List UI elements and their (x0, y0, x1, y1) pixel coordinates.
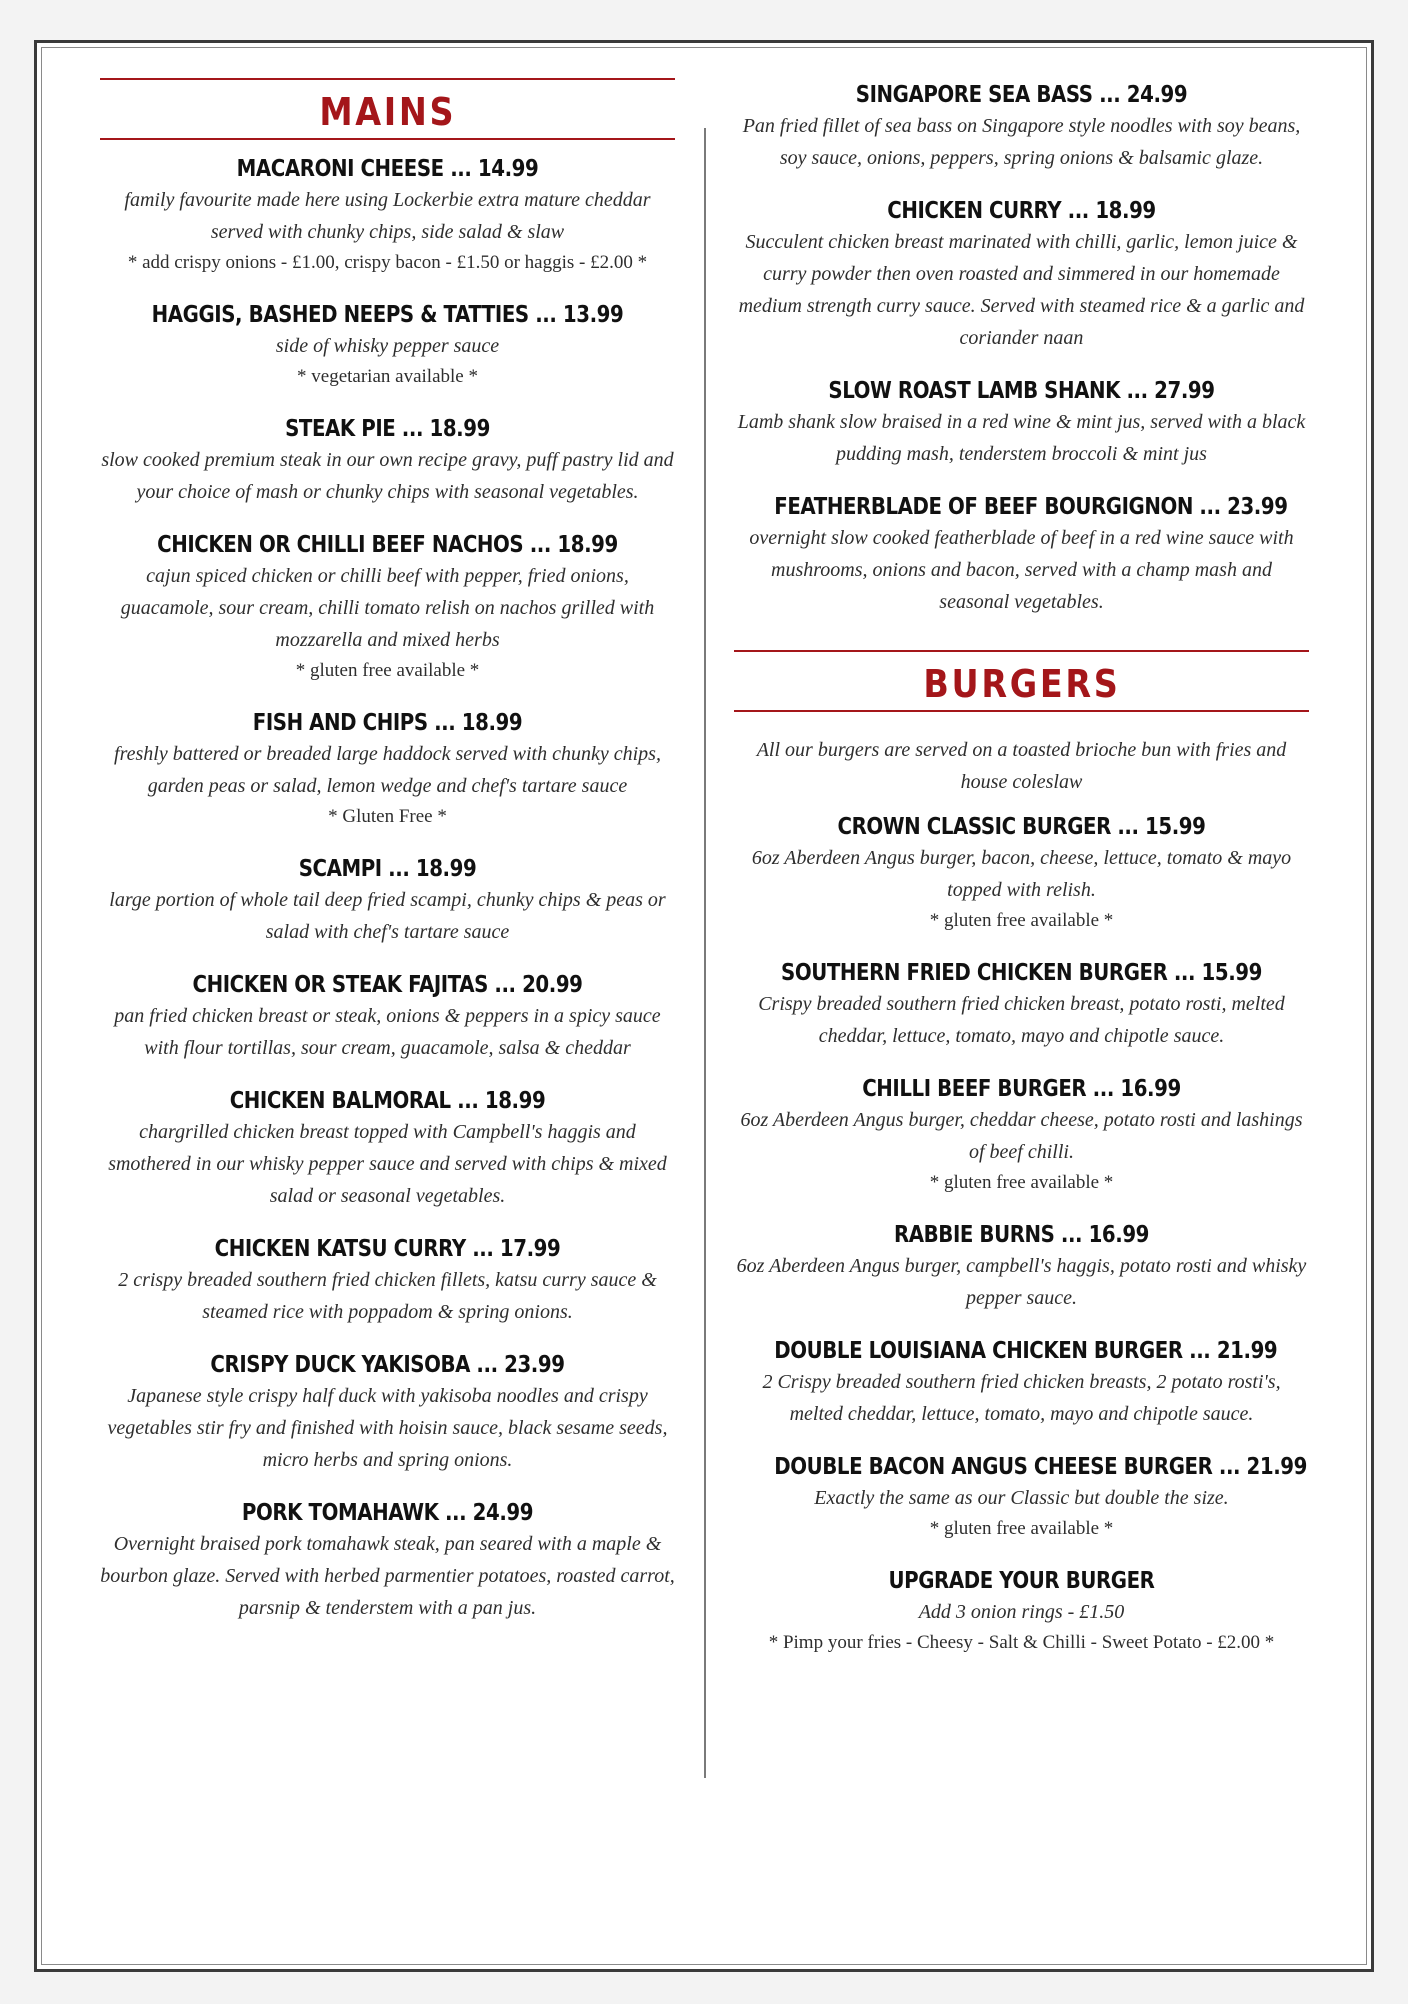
item-title: FISH AND CHIPS ... 18.99 (252, 710, 523, 736)
item-note: * vegetarian available * (297, 366, 478, 387)
menu-item (100, 530, 675, 686)
menu-item (734, 1336, 1309, 1430)
item-description: pan fried chicken breast or steak, onions & peppers in a spicy sauce with flour tortillas, sour cream, guacamole, salsa & cheddar (114, 1005, 661, 1059)
item-description: Pan fried fillet of sea bass on Singapore style noodles with soy beans, soy sauce, onions, peppers, spring onions & balsamic glaze. (742, 115, 1301, 169)
section-title-burgers: BURGERS (922, 662, 1120, 706)
item-description: side of whisky pepper sauce (275, 335, 500, 357)
item-description: chargrilled chicken breast topped with Campbell's haggis and smothered in our whisky pepper sauce and served with chips & mixed salad or seasonal vegetables. (108, 1121, 667, 1207)
column-divider (704, 128, 706, 1778)
item-description: overnight slow cooked featherblade of beef in a red wine sauce with mushrooms, onions and bacon, served with a champ mash and seasonal vegetables. (749, 527, 1294, 613)
menu-item (100, 1498, 675, 1624)
item-description: Add 3 onion rings - £1.50 (918, 1601, 1125, 1623)
menu-item (100, 854, 675, 948)
item-title: RABBIE BURNS ... 16.99 (893, 1222, 1150, 1248)
item-description: Lamb shank slow braised in a red wine & mint jus, served with a black pudding mash, tenderstem broccoli & mint jus (737, 411, 1306, 465)
item-description: 2 Crispy breaded southern fried chicken breasts, 2 potato rosti's, melted cheddar, lettuce, tomato, mayo and chipotle sauce. (762, 1371, 1281, 1425)
item-description: family favourite made here using Lockerbie extra mature cheddar served with chunky chips, side salad & slaw (124, 189, 651, 243)
menu-item (734, 1220, 1309, 1314)
menu-item (734, 196, 1309, 354)
menu-item (100, 1234, 675, 1328)
item-title: DOUBLE LOUISIANA CHICKEN BURGER ... 21.99 (774, 1338, 1278, 1364)
item-title: DOUBLE BACON ANGUS CHEESE BURGER ... 21.99 (774, 1454, 1307, 1480)
item-title: SINGAPORE SEA BASS ... 24.99 (855, 82, 1188, 108)
item-description: 6oz Aberdeen Angus burger, cheddar cheese, potato rosti and lashings of beef chilli. (740, 1109, 1303, 1163)
item-note: * gluten free available * (929, 1172, 1114, 1193)
menu-item (734, 492, 1309, 618)
menu-item (100, 300, 675, 392)
menu-item (734, 1566, 1309, 1658)
item-note: * gluten free available * (929, 1518, 1114, 1539)
item-description: slow cooked premium steak in our own recipe gravy, puff pastry lid and your choice of mash or chunky chips with seasonal vegetables. (101, 449, 674, 503)
item-title: SCAMPI ... 18.99 (298, 856, 477, 882)
item-description: Crispy breaded southern fried chicken breast, potato rosti, melted cheddar, lettuce, tomato, mayo and chipotle sauce. (758, 993, 1285, 1047)
item-note: * gluten free available * (295, 660, 480, 681)
menu-item (100, 1350, 675, 1476)
menu-item (100, 708, 675, 832)
section-title-mains: MAINS (319, 90, 456, 134)
item-title: CHICKEN OR STEAK FAJITAS ... 20.99 (192, 972, 583, 998)
item-title: SOUTHERN FRIED CHICKEN BURGER ... 15.99 (781, 960, 1262, 986)
item-note: * Pimp your fries - Cheesy - Salt & Chilli - Sweet Potato - £2.00 * (768, 1632, 1275, 1653)
menu-item (734, 812, 1309, 936)
left-column (100, 78, 675, 1624)
item-title: CHILLI BEEF BURGER ... 16.99 (862, 1076, 1181, 1102)
menu-item (100, 154, 675, 278)
menu-item (100, 1086, 675, 1212)
item-description: freshly battered or breaded large haddock served with chunky chips, garden peas or salad, lemon wedge and chef's tartare sauce (114, 743, 661, 797)
item-note: * Gluten Free * (328, 806, 447, 827)
item-title: CHICKEN BALMORAL ... 18.99 (229, 1088, 546, 1114)
item-description: Succulent chicken breast marinated with chilli, garlic, lemon juice & curry powder then oven roasted and simmered in our homemade medium strength curry sauce. Served with steamed rice & a garlic and coriander naan (738, 231, 1305, 349)
item-description: large portion of whole tail deep fried scampi, chunky chips & peas or salad with chef's tartare sauce (109, 889, 666, 943)
menu-item (100, 414, 675, 508)
item-title: UPGRADE YOUR BURGER (888, 1568, 1155, 1594)
item-note: * gluten free available * (929, 910, 1114, 931)
burgers-intro: All our burgers are served on a toasted brioche bun with fries and house coleslaw (756, 739, 1287, 793)
right-column (734, 78, 1309, 1658)
mains-header (100, 78, 675, 140)
item-description: cajun spiced chicken or chilli beef with pepper, fried onions, guacamole, sour cream, chilli tomato relish on nachos grilled with mozzarella and mixed herbs (120, 565, 655, 651)
item-description: 2 crispy breaded southern fried chicken fillets, katsu curry sauce & steamed rice with poppadom & spring onions. (118, 1269, 657, 1323)
item-description: 6oz Aberdeen Angus burger, campbell's haggis, potato rosti and whisky pepper sauce. (736, 1255, 1307, 1309)
item-title: CHICKEN CURRY ... 18.99 (887, 198, 1156, 224)
item-title: CHICKEN KATSU CURRY ... 17.99 (214, 1236, 561, 1262)
item-title: SLOW ROAST LAMB SHANK ... 27.99 (828, 378, 1215, 404)
menu-item (734, 376, 1309, 470)
item-title: HAGGIS, BASHED NEEPS & TATTIES ... 13.99 (151, 302, 624, 328)
item-title: MACARONI CHEESE ... 14.99 (236, 156, 539, 182)
item-title: CRISPY DUCK YAKISOBA ... 23.99 (210, 1352, 565, 1378)
menu-item (734, 1452, 1309, 1544)
item-title: STEAK PIE ... 18.99 (285, 416, 490, 442)
menu-item (734, 1074, 1309, 1198)
item-description: Japanese style crispy half duck with yakisoba noodles and crispy vegetables stir fry and finished with hoisin sauce, black sesame seeds, micro herbs and spring onions. (107, 1385, 668, 1471)
item-title: CROWN CLASSIC BURGER ... 15.99 (837, 814, 1206, 840)
item-title: CHICKEN OR CHILLI BEEF NACHOS ... 18.99 (157, 532, 618, 558)
burgers-header (734, 650, 1309, 712)
menu-item (734, 958, 1309, 1052)
menu-item (734, 80, 1309, 174)
item-description: Overnight braised pork tomahawk steak, pan seared with a maple & bourbon glaze. Served with herbed parmentier potatoes, roasted carrot, parsnip & tenderstem with a pan jus. (100, 1533, 675, 1619)
item-title: FEATHERBLADE OF BEEF BOURGIGNON ... 23.99 (774, 494, 1288, 520)
item-title: PORK TOMAHAWK ... 24.99 (241, 1500, 534, 1526)
item-description: 6oz Aberdeen Angus burger, bacon, cheese, lettuce, tomato & mayo topped with relish. (751, 847, 1292, 901)
item-description: Exactly the same as our Classic but double the size. (814, 1487, 1229, 1509)
item-note: * add crispy onions - £1.00, crispy bacon - £1.50 or haggis - £2.00 * (127, 252, 648, 273)
menu-item (100, 970, 675, 1064)
